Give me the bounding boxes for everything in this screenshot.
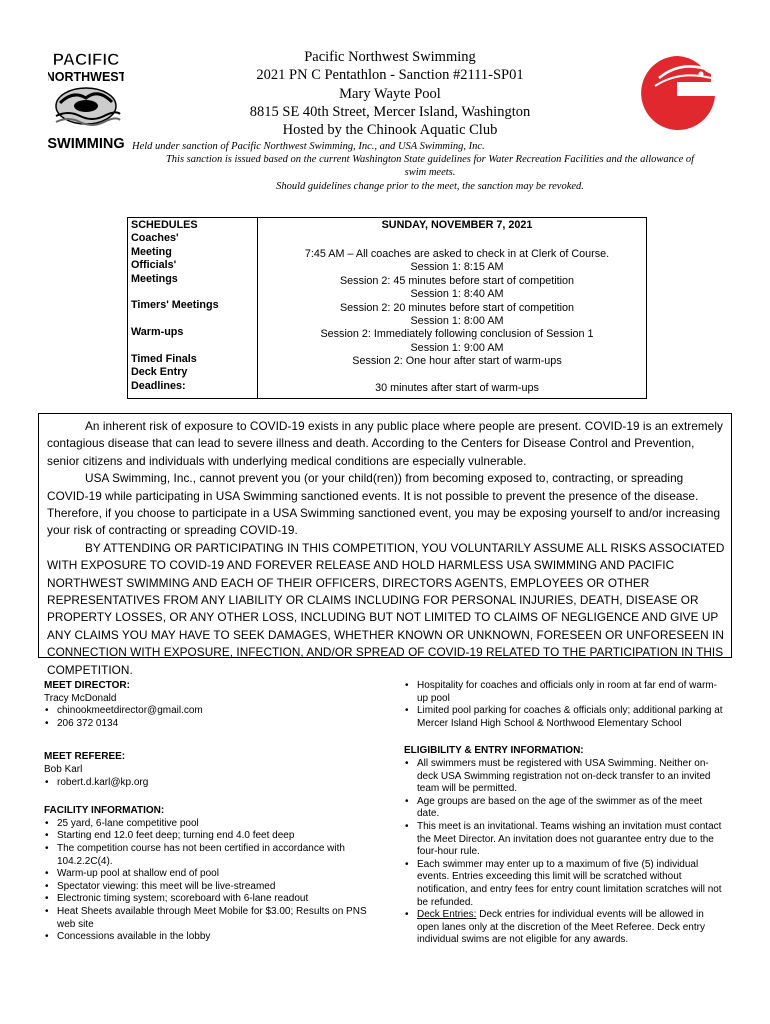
schedule-value: Session 1: 8:40 AM xyxy=(410,288,504,301)
meet-director-name: Tracy McDonald xyxy=(44,692,117,704)
facility-item: • Starting end 12.0 feet deep; turning end 4.0 feet deep xyxy=(44,830,374,843)
schedule-top-border xyxy=(127,217,647,218)
logo-text-northwest: NORTHWEST xyxy=(48,70,124,84)
chinook-aquatic-club-logo xyxy=(637,52,719,134)
covid-warning-text xyxy=(47,418,727,679)
hospitality-item: • Hospitality for coaches and officials only in room at far end of warm-up pool xyxy=(404,680,724,705)
meet-header xyxy=(140,48,640,139)
schedule-label: Officials' xyxy=(131,259,177,272)
sanction-note-guidelines-cont: swim meets. xyxy=(404,167,456,179)
logo-text-pacific: PACIFIC xyxy=(52,50,120,69)
schedule-label-spacer xyxy=(131,313,261,326)
sanction-note-held: Held under sanction of Pacific Northwest Swimming, Inc., and USA Swimming, Inc. xyxy=(132,141,485,152)
schedule-value-spacer xyxy=(267,369,647,382)
covid-paragraph-waiver: BY ATTENDING OR PARTICIPATING IN THIS COMPETITION, YOU VOLUNTARILY ASSUME ALL RISKS ASSOCIATED WITH EXPOSURE TO COVID-19 AND FOREVER RELEASE AND HOLD HARMLESS USA SWIMMING AND PACIFIC NORTHWEST SWIMMING AND EACH OF THEIR OFFICERS, DIRECTORS AGENTS, EMPLOYEES OR OTHER REPRESENTATIVES FROM ANY LIABILITY OR CLAIMS INCLUDING FOR PERSONAL INJURIES, DEATH, DISEASE OR PROPERTY LOSSES, OR ANY OTHER LOSS, INCLUDING BUT NOT LIMITED TO CLAIMS OF NEGLIGENCE AND GIVE UP ANY CLAIMS YOU MAY HAVE TO SEEK DAMAGES, WHETHER KNOWN OR UNKNOWN, FORESEEN OR UNFORESEEN IN CONNECTION WITH EXPOSURE, INFECTION, AND/OR SPREAD OF COVID-19 RELATED TO THE PARTICIPATION IN THIS COMPETITION. xyxy=(47,540,725,677)
hospitality-parking-list xyxy=(404,680,724,730)
pacific-northwest-swimming-logo xyxy=(48,48,124,156)
facility-title: FACILITY INFORMATION: xyxy=(44,805,165,817)
header-org-name: Pacific Northwest Swimming xyxy=(304,49,476,65)
schedule-value: Session 2: 20 minutes before start of competition xyxy=(339,301,575,314)
eligibility-item: • Each swimmer may enter up to a maximum of five (5) individual events. Entries exceeding this limit will be scratched without notification, and entry fees for entry count limitation scratches will not be refunded. xyxy=(404,859,724,909)
meet-referee-title: MEET REFEREE: xyxy=(44,751,126,763)
facility-list xyxy=(44,818,374,944)
eligibility-item: • This meet is an invitational. Teams wishing an invitation must contact the Meet Director. An invitation does not guarantee entry due to the four-hour rule. xyxy=(404,821,724,859)
facility-item: • The competition course has not been certified in accordance with 104.2.2C(4). xyxy=(44,843,374,868)
parking-item: • Limited pool parking for coaches & officials only; additional parking at Mercer Island High School & Northwood Elementary School xyxy=(404,705,724,730)
header-venue: Mary Wayte Pool xyxy=(339,85,441,102)
schedule-label-spacer xyxy=(131,340,261,353)
schedule-label: Timed Finals xyxy=(131,353,197,366)
schedule-value: 30 minutes after start of warm-ups xyxy=(375,382,539,395)
schedule-label: Warm-ups xyxy=(131,326,184,339)
schedule-value: Session 1: 9:00 AM xyxy=(410,341,504,354)
schedule-label: Deadlines: xyxy=(131,379,186,392)
eligibility-item: • Age groups are based on the age of the swimmer as of the meet date. xyxy=(404,796,724,821)
sanction-note-guidelines: This sanction is issued based on the current Washington State guidelines for Water Recreation Facilities and the allowance of xyxy=(165,154,695,166)
schedule-values xyxy=(267,248,647,395)
logo-text-swimming: SWIMMING xyxy=(48,136,124,152)
meet-director-email: • chinookmeetdirector@gmail.com xyxy=(44,705,374,718)
schedule-value: Session 1: 8:15 AM xyxy=(410,261,504,274)
right-info-column xyxy=(404,680,724,947)
schedule-bottom-border xyxy=(127,398,647,399)
schedule-value: Session 1: 8:00 AM xyxy=(410,315,504,328)
covid-paragraph-risk: An inherent risk of exposure to COVID-19 exists in any public place where people are present. COVID-19 is an extremely contagious disease that can lead to severe illness and death. According to the Centers for Disease Control and Prevention, senior citizens and individuals with underlying medical conditions are especially vulnerable. xyxy=(47,419,723,468)
schedule-value: Session 2: One hour after start of warm-ups xyxy=(352,355,562,368)
schedule-label: Meeting xyxy=(131,245,172,258)
schedule-label: Timers' Meetings xyxy=(131,299,219,312)
meet-director-title: MEET DIRECTOR: xyxy=(44,680,130,691)
schedule-left-border xyxy=(127,217,128,399)
schedule-label: Deck Entry xyxy=(131,366,188,379)
meet-director-phone: • 206 372 0134 xyxy=(44,718,374,731)
schedule-label: Coaches' xyxy=(131,232,179,245)
header-meet-title: 2021 PN C Pentathlon - Sanction #2111-SP01 xyxy=(256,67,524,84)
meet-director-contacts xyxy=(44,705,374,730)
schedule-header-left: SCHEDULES xyxy=(131,219,198,231)
covid-paragraph-usa-swimming: USA Swimming, Inc., cannot prevent you (or your child(ren)) from becoming exposed to, contracting, or spreading COVID-19 while participating in USA Swimming sanctioned events. It is not possible to prevent the presence of the disease. Therefore, if you choose to participate in a USA Swimming sanctioned event, you may be exposing yourself to and/or increasing your risk of contracting or spreading COVID-19. xyxy=(47,471,721,538)
eligibility-title: ELIGIBILITY & ENTRY INFORMATION: xyxy=(404,745,584,757)
deck-entries-text: Deck entries for individual events will be allowed in open lanes only at the discretion of the Meet Referee. Deck entry individual swims are not eligible for any awards. xyxy=(417,909,705,946)
facility-item: • Concessions available in the lobby xyxy=(44,931,374,944)
schedule-labels xyxy=(131,219,261,393)
facility-item: • Heat Sheets available through Meet Mobile for $3.00; Results on PNS web site xyxy=(44,906,374,931)
sanction-notes xyxy=(130,140,730,193)
meet-referee-contacts xyxy=(44,777,374,790)
eligibility-item: • All swimmers must be registered with USA Swimming. Neither on-deck USA Swimming registration not on-deck transfer to an invited team will be permitted. xyxy=(404,758,724,796)
facility-item: • Spectator viewing: this meet will be live-streamed xyxy=(44,881,374,894)
facility-item: • Warm-up pool at shallow end of pool xyxy=(44,868,374,881)
schedule-value: 7:45 AM – All coaches are asked to check in at Clerk of Course. xyxy=(304,248,610,260)
facility-item: • 25 yard, 6-lane competitive pool xyxy=(44,818,374,831)
deck-entries-label: Deck Entries: xyxy=(417,909,477,921)
schedule-label-spacer xyxy=(131,286,261,299)
left-info-column xyxy=(44,680,374,944)
header-host: Hosted by the Chinook Aquatic Club xyxy=(282,122,498,139)
schedule-value: Session 2: 45 minutes before start of competition xyxy=(339,274,575,287)
eligibility-list xyxy=(404,758,724,947)
schedule-date-header: SUNDAY, NOVEMBER 7, 2021 xyxy=(381,219,533,231)
deck-entries-item xyxy=(404,909,724,947)
meet-referee-name: Bob Karl xyxy=(44,763,83,775)
sanction-note-revoke: Should guidelines change prior to the meet, the sanction may be revoked. xyxy=(276,180,584,192)
header-address: 8815 SE 40th Street, Mercer Island, Washington xyxy=(249,103,531,120)
facility-item: • Electronic timing system; scoreboard with 6-lane readout xyxy=(44,893,374,906)
schedule-value: Session 2: Immediately following conclusion of Session 1 xyxy=(320,328,594,341)
meet-referee-email: • robert.d.karl@kp.org xyxy=(44,777,374,790)
covid-warning-box xyxy=(38,413,732,677)
schedule-label: Meetings xyxy=(131,272,178,285)
